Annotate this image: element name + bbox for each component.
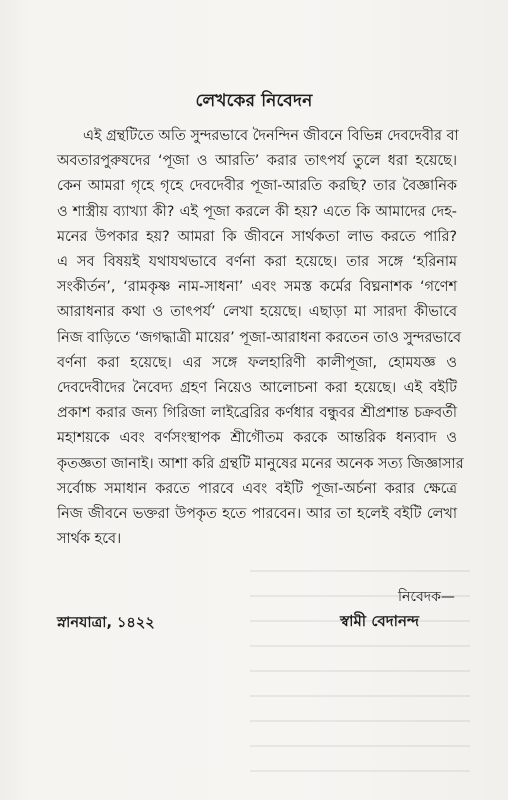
text-line: মহাশয়কে এবং বর্ণসংস্থাপক শ্রীগৌতম করকে আন্তরিক ধন্যবাদ ও — [57, 430, 457, 447]
text-line: প্রকাশ করার জন্য গিরিজা লাইব্রেরির কর্ণধার বন্ধুবর শ্রীপ্রশান্ত চক্রবর্তী — [57, 405, 457, 422]
text-line: এই গ্রন্থটিতে অতি সুন্দরভাবে দৈনন্দিন জীবনে বিভিন্ন দেবদেবীর বা — [83, 128, 459, 144]
text-line: ও শাস্ত্রীয় ব্যাখ্যা কী? এই পূজা করলে কী হয়? এতে কি আমাদের দেহ- — [57, 203, 457, 220]
text-line: আরাধনার কথা ও তাৎপর্য’ লেখা হয়েছে। এছাড়া মা সারদা কীভাবে — [57, 304, 457, 321]
signoff-label: নিবেদক— — [398, 589, 455, 605]
text-line: সর্বোচ্চ সমাধান করতে পারবে এবং বইটি পূজা-অর্চনা করার ক্ষেত্রে — [57, 480, 457, 497]
text-line: দেবদেবীদের নৈবেদ্য গ্রহণ নিয়েও আলোচনা করা হয়েছে। এই বইটি — [57, 380, 457, 397]
text-line: কেন আমরা গৃহে গৃহে দেবদেবীর পূজা-আরতি করছি? তার বৈজ্ঞানিক — [57, 178, 457, 195]
text-line: বর্ণনা করা হয়েছে। এর সঙ্গে ফলহারিণী কালীপূজা, হোমযজ্ঞ ও — [57, 354, 457, 371]
text-line: অবতারপুরুষদের ‘পূজা ও আরতি’ করার তাৎপর্য তুলে ধরা হয়েছে। — [57, 153, 457, 170]
preface-paragraph — [57, 124, 464, 552]
text-line: কৃতজ্ঞতা জানাই। আশা করি গ্রন্থটি মানুষের মনের অনেক সত্য জিজ্ঞাসার — [57, 455, 464, 472]
text-line: নিজ জীবনে ভক্তরা উপকৃত হতে পারবেন। আর তা হলেই বইটি লেখা — [57, 506, 457, 523]
text-line: সার্থক হবে। — [57, 531, 122, 548]
text-line: সংকীর্তন’, ‘রামকৃষ্ণ নাম-সাধনা’ এবং সমস্ত কর্মের বিঘ্ননাশক ‘গণেশ — [57, 279, 457, 296]
page-title: লেখকের নিবেদন — [195, 91, 313, 111]
text-line: এ সব বিষয়ই যথাযথভাবে বর্ণনা করা হয়েছে। তার সঙ্গে ‘হরিনাম — [57, 254, 457, 271]
author-name: স্বামী বেদানন্দ — [340, 612, 419, 630]
text-line: নিজ বাড়িতে ‘জগদ্ধাত্রী মায়ের’ পূজা-আরাধনা করতেন তাও সুন্দরভাবে — [57, 329, 462, 346]
text-line: মনের উপকার হয়? আমরা কি জীবনে সার্থকতা লাভ করতে পারি? — [57, 228, 457, 245]
date-line: স্নানযাত্রা, ১৪২২ — [57, 615, 155, 631]
